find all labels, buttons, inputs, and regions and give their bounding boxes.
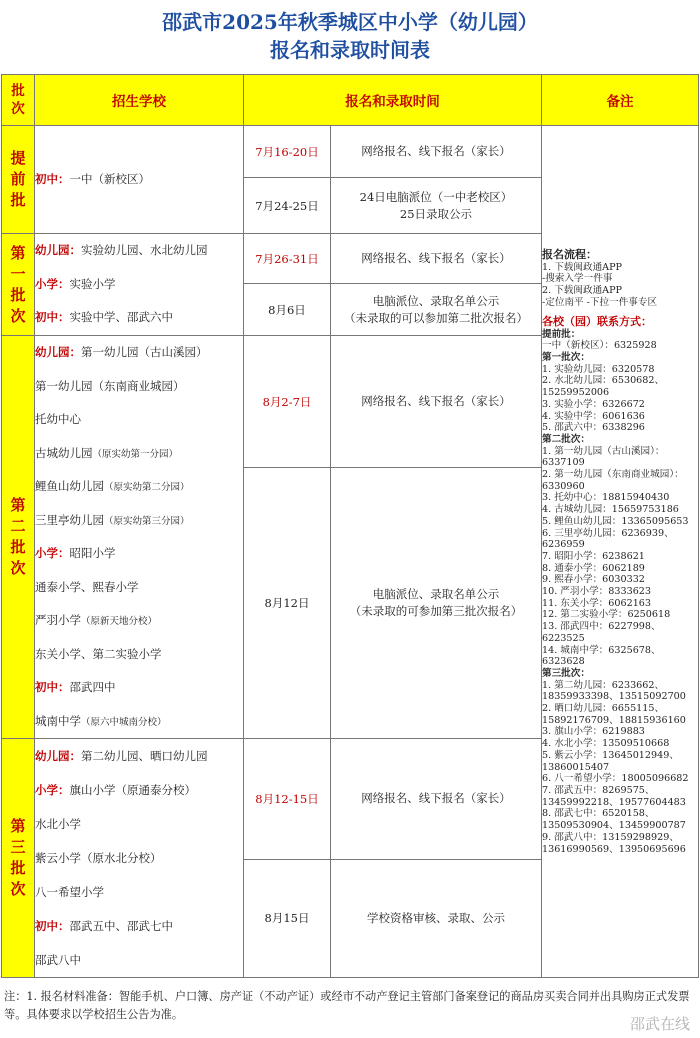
batch-char: 次 [10,880,26,898]
header-batch [2,75,35,126]
contact-second-title: 第二批次： [542,433,590,445]
contact-line: 2. 第一幼儿园（东南商业城园）：6330960 [542,469,684,492]
contact-line: 8. 邵武七中：6520158、13509530904、13459900787 [542,808,686,832]
school-line [35,909,243,943]
school-names: 鲤鱼山幼儿园 [35,479,104,493]
contact-line: 5. 紫云小学：13645012949、13860015407 [542,749,679,773]
school-former-name: （原实幼第一分园） [92,448,179,460]
batch-char: 提 [10,149,26,167]
remarks-cell [542,126,699,978]
school-names: 一中（新校区） [69,171,150,186]
batch-early-schools [35,126,244,234]
header-batch-char: 次 [11,101,25,117]
process-line: 1. 下载闽政通APP [542,261,623,273]
contact-line: 4. 实验中学：6061636 [542,410,645,422]
school-category-label: 幼儿园： [35,749,81,763]
batch-char: 第 [10,496,26,514]
school-names: 三里亭幼儿园 [35,512,104,527]
contact-line: 10. 严羽小学：8333623 [542,586,652,598]
early-result-time: 7月24-25日 [244,178,331,234]
first-signup-mode: 网络报名、线下报名（家长） [331,234,542,284]
batch-char: 二 [10,517,26,535]
header-remarks: 备注 [542,75,699,126]
school-names: 实验中学、邵武六中 [69,310,173,325]
contact-line: 2. 水北幼儿园：6530682、15259952006 [542,375,665,399]
school-category-label: 小学： [35,783,70,797]
mode-line: 24日电脑派位（一中老校区） [359,189,513,204]
batch-char: 批 [10,191,26,209]
contact-line: 4. 水北小学：13509510668 [542,738,670,750]
batch-third-label [2,739,35,978]
school-line [35,336,243,370]
school-former-name: （原实幼第三分园） [104,515,190,527]
footnote: 注：1. 报名材料准备：智能手机、户口簿、房产证（不动产证）或经市不动产登记主管部门备案登记的商品房买卖合同并出具购房正式发票等。具体要求以学校招生公告为准。 [4,990,690,1021]
school-category-label: 初中： [35,919,70,933]
process-title: 报名流程： [542,247,597,261]
contact-title: 各校（园）联系方式： [542,314,652,328]
school-line [35,604,243,638]
school-category-label: 幼儿园： [35,243,81,258]
school-category-label: 小学： [35,276,70,291]
batch-char: 批 [10,285,26,304]
school-names: 古城幼儿园 [35,445,93,460]
early-result-mode [331,178,542,234]
school-names: 邵武四中 [69,680,116,694]
school-category-label: 小学： [35,546,70,560]
mode-line: 25日录取公示 [399,206,473,221]
header-time: 报名和录取时间 [244,75,542,126]
school-line [35,504,243,538]
school-line [35,773,243,807]
school-line: 通泰小学、熙春小学 [35,579,139,594]
contact-line: 3. 托幼中心：18815940430 [542,492,670,504]
school-line: 紫云小学（原水北分校） [35,851,162,865]
school-line [35,739,243,773]
process-line: -搜索入学一件事 [542,273,613,285]
contact-line: 12. 第二实验小学：6250618 [542,609,671,621]
page-title [0,8,700,64]
second-signup-mode: 网络报名、线下报名（家长） [331,336,542,468]
school-names: 第二幼儿园、晒口幼儿园 [81,749,208,763]
watermark-logo: 邵武在线 [629,1015,690,1033]
school-line: 水北小学 [35,817,81,831]
batch-early-label [2,126,35,234]
contact-line: 14. 城南中学：6325678、6323628 [542,644,661,668]
school-line: 八一希望小学 [35,885,104,899]
contact-line: 一中（新校区）：6325928 [542,340,657,352]
mode-line: 电脑派位、录取名单公示 [372,293,500,308]
batch-third-schools [35,739,244,978]
batch-char: 第 [10,243,26,262]
contact-line: 9. 熙春小学：6030332 [542,574,645,586]
contact-line: 4. 古城幼儿园：15659753186 [542,504,679,516]
school-line [35,470,243,504]
contact-line: 5. 鲤鱼山幼儿园：13365095653 [542,515,689,527]
mode-line: （未录取的可以参加第二批次报名） [344,310,528,325]
school-line: 托幼中心 [35,412,81,426]
third-signup-mode: 网络报名、线下报名（家长） [331,739,542,860]
contact-line: 5. 邵武六中：6338296 [542,422,645,434]
batch-char: 次 [10,559,26,577]
school-line [35,437,243,471]
school-category-label: 初中： [35,171,70,186]
school-names: 第一幼儿园（古山溪园） [81,345,208,359]
school-category-label: 初中： [35,310,70,325]
school-line [35,705,243,739]
school-line [35,301,243,335]
school-names: 昭阳小学 [69,546,116,560]
third-result-mode: 学校资格审核、录取、公示 [331,859,542,978]
school-names: 城南中学 [35,713,81,728]
contact-line: 3. 旗山小学：6219883 [542,726,645,738]
school-line [35,234,243,268]
school-line [35,268,243,302]
mode-line: 电脑派位、录取名单公示 [372,587,500,602]
school-category-label: 幼儿园： [35,345,81,359]
header-batch-char: 批 [11,83,25,99]
title-line-1: 邵武市2025年秋季城区中小学（幼儿园） [162,10,538,34]
batch-first-schools [35,234,244,336]
contact-line: 6. 三里亭幼儿园：6236939、6236959 [542,527,674,551]
contact-early-title: 提前批： [542,328,581,340]
contact-line: 2. 晒口幼儿园：6655115、15892176709、18815936160 [542,703,686,726]
batch-char: 次 [10,306,26,325]
batch-char: 批 [10,538,26,556]
early-signup-mode: 网络报名、线下报名（家长） [331,126,542,178]
batch-char: 一 [10,264,26,283]
contact-line: 9. 邵武八中：13159298929、13616990569、13950695696 [542,831,686,855]
contact-line: 7. 邵武五中：8269575、13459992218、19577604483 [542,785,686,808]
first-result-time: 8月6日 [244,284,331,336]
school-former-name: （原六中城南分校） [81,716,167,728]
title-line-2: 报名和录取时间表 [270,38,430,62]
process-line: -定位南平 -下拉一件事专区 [542,296,658,308]
contact-first-title: 第一批次： [542,351,590,363]
table-row [2,126,699,178]
school-names: 邵武五中、邵武七中 [69,919,173,933]
contact-line: 1. 第二幼儿园：6233662、18359933398、13515092700 [542,679,686,703]
contact-line: 13. 邵武四中：6227998、6223525 [542,621,661,644]
school-names: 旗山小学（原通泰分校） [69,783,196,797]
batch-char: 第 [10,817,26,835]
school-line: 邵武八中 [35,953,81,967]
batch-second-label [2,336,35,739]
school-names: 实验幼儿园、水北幼儿园 [81,243,208,258]
school-line [35,537,243,571]
first-signup-time: 7月26-31日 [244,234,331,284]
second-result-mode [331,468,542,739]
school-former-name: （原实幼第二分园） [104,482,190,493]
batch-char: 三 [10,838,26,856]
contact-line: 3. 实验小学：6326672 [542,398,645,410]
school-names: 严羽小学 [35,613,81,627]
contact-line: 8. 通泰小学：6062189 [542,562,645,574]
contact-line: 11. 东关小学：6062163 [542,597,652,609]
contact-line: 1. 实验幼儿园：6320578 [542,363,655,375]
batch-char: 前 [10,170,26,188]
school-line [35,671,243,705]
batch-second-schools [35,336,244,739]
school-line: 第一幼儿园（东南商业城园） [35,378,185,393]
contact-third-title: 第三批次： [542,667,590,679]
header-school: 招生学校 [35,75,244,126]
batch-char: 批 [10,859,26,877]
second-result-time: 8月12日 [244,468,331,739]
batch-first-label [2,234,35,336]
third-signup-time: 8月12-15日 [244,739,331,860]
contact-line: 6. 八一希望小学：18005096682 [542,773,689,785]
school-line [35,163,243,197]
early-signup-time: 7月16-20日 [244,126,331,178]
contact-line: 7. 昭阳小学：6238621 [542,550,645,562]
contact-line: 1. 第一幼儿园（古山溪园）：6337109 [542,445,665,469]
mode-line: （未录取的可参加第三批次报名） [349,604,523,619]
school-category-label: 初中： [35,680,70,694]
school-line: 东关小学、第二实验小学 [35,646,162,661]
first-result-mode [331,284,542,336]
schedule-table [1,74,699,978]
second-signup-time: 8月2-7日 [244,336,331,468]
process-line: 2. 下载闽政通APP [542,285,623,297]
school-names: 实验小学 [69,276,116,291]
school-former-name: （原新天地分校） [81,616,158,627]
third-result-time: 8月15日 [244,859,331,978]
header-row [2,75,699,126]
